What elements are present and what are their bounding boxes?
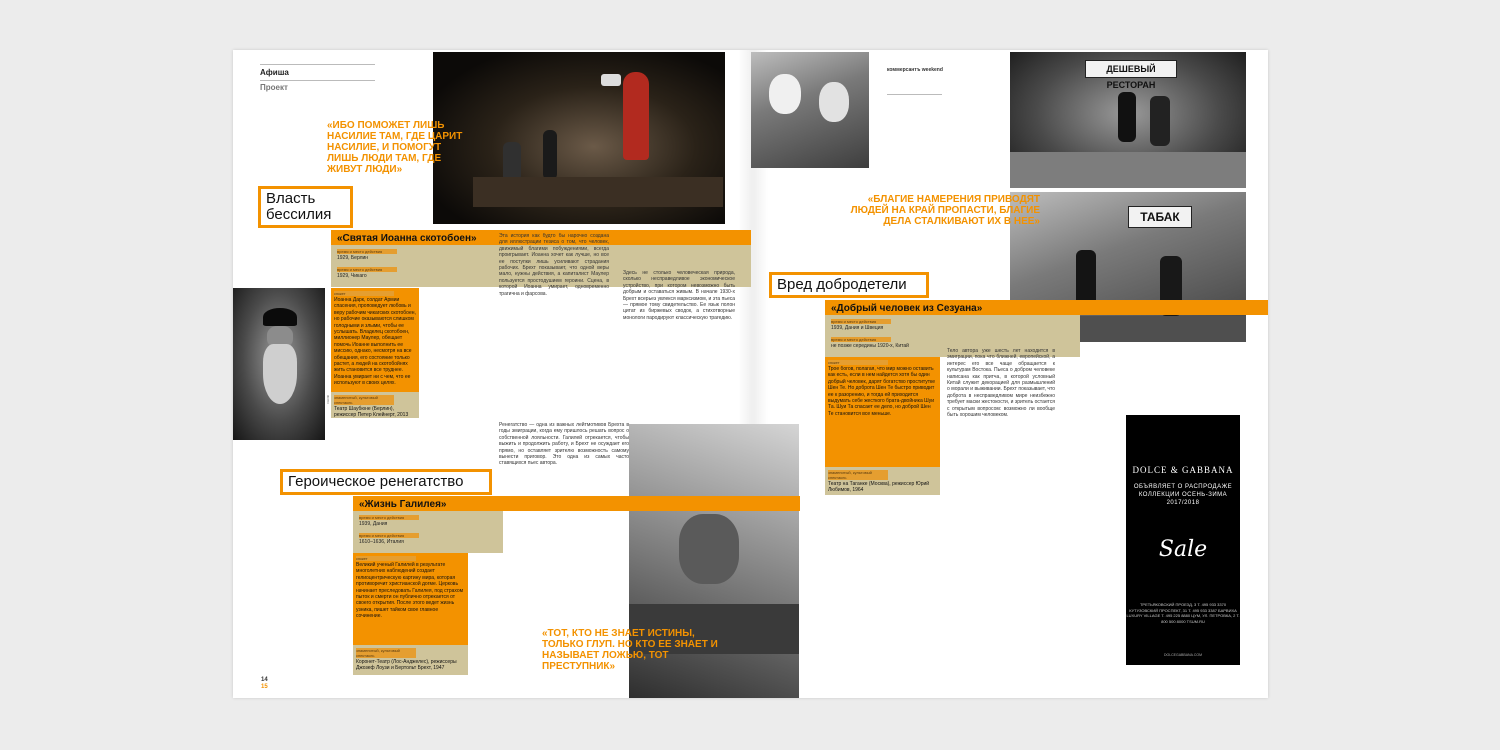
staging-block-2 <box>353 645 468 675</box>
photo-bearded-man <box>233 288 325 440</box>
header-rule <box>887 94 942 95</box>
meta-value: 1939, Дания и Швеция <box>831 325 884 331</box>
meta-label: сюжет <box>828 360 888 365</box>
staging-label <box>334 395 416 405</box>
section-title-3: Вред добродетели <box>769 272 929 298</box>
meta-label: сюжет <box>334 291 394 296</box>
stage-photo-joan <box>433 52 725 224</box>
pull-quote: «БЛАГИЕ НАМЕРЕНИЯ ПРИВОДЯТ ЛЮДЕЙ НА КРАЙ ПРОПАСТИ, БЛАГИЕ ДЕЛА СТАЛКИВАЮТ ИХ В НЕЕ» <box>850 194 1040 227</box>
actor-figure <box>679 514 739 584</box>
subsection-label: Проект <box>260 83 288 92</box>
face <box>769 74 801 114</box>
section-title-2: Героическое ренегатство <box>280 469 492 495</box>
plot-label <box>356 556 465 561</box>
stage-floor <box>1010 152 1246 188</box>
magazine-spread <box>233 50 1268 698</box>
ad-addresses: ТРЕТЬЯКОВСКИЙ ПРОЕЗД, 3 Т. 495 933 3370 КУТУЗОВСКИЙ ПРОСПЕКТ, 31 Т. 495 933 3387 БАРВИХА LUXURY VILLAGE Т. 495 225 8880 ЦУМ, УЛ. ПЕТРОВКА, 2 Т. 800 500 8000 TSUM.RU <box>1126 602 1240 624</box>
photo-restaurant-scene <box>1010 52 1246 188</box>
page-number-left: 14 <box>261 677 268 683</box>
actor-figure <box>543 130 557 180</box>
staging-text: Театр на Таганке (Москва), режиссер Юрий Любимов, 1964 <box>828 481 930 494</box>
meta-label: время и место действия <box>337 267 397 272</box>
actor-figure <box>1118 92 1136 142</box>
meta-label: знаменитый, культовый спектакль <box>334 395 394 405</box>
plot-label <box>334 291 416 296</box>
meta-value: 1929, Чикаго <box>337 273 367 279</box>
staging-text: Театр Шаубюне (Берлин), режиссер Петер Клейнерт, 2013 <box>334 406 409 419</box>
meta-block <box>831 319 891 332</box>
stage-floor <box>473 177 723 207</box>
plot-text: Трое богов, полагая, что мир можно оставить как есть, если в нем найдется хотя бы один добрый человек, дарят богатство проститутке Шен Те. Но доброта Шен Те быстро приводит ее к разорению, и тогда ей приходится выдумать себе жесткого брата-двойника Шуи Та. Шуи Та спасает ее дело, но доброй Шен Те становится все меньше. <box>828 366 936 417</box>
ad-brand: DOLCE & GABBANA <box>1132 465 1234 475</box>
beard <box>263 344 297 404</box>
body-column-2: Здесь не столько человеческая природа, сколько несправедливое экономическое устройство, при котором невозможно быть добрым и оставаться живым. В начале 1930-х Брехт всерьез увлекся марксизмом, и эта пьеса — прямое тому свидетельство. Ее язык полон цитат из биржевых сводок, а стихотворные монологи пародируют классическую трагедию. <box>623 270 735 321</box>
actor-figure <box>503 142 521 182</box>
ad-dolce-gabbana[interactable] <box>1126 415 1240 665</box>
meta-label: сюжет <box>356 556 416 561</box>
staging-label <box>356 648 465 658</box>
meta-value: не позже середины 1920-х, Китай <box>831 343 909 349</box>
meta-label: знаменитый, культовый спектакль <box>828 470 888 480</box>
sign-tobacco: ТАБАК <box>1128 206 1192 228</box>
ad-announcement: ОБЪЯВЛЯЕТ О РАСПРОДАЖЕ КОЛЛЕКЦИИ ОСЕНЬ-ЗИМА 2017/2018 <box>1133 484 1233 506</box>
staging-block-3 <box>825 467 940 495</box>
meta-label: время и место действия <box>359 515 419 520</box>
play-title-3: «Добрый человек из Сезуана» <box>831 303 983 314</box>
face <box>819 82 849 122</box>
meta-value: 1610–1636, Италия <box>359 539 404 545</box>
pull-quote: «ТОТ, КТО НЕ ЗНАЕТ ИСТИНЫ, ТОЛЬКО ГЛУП. НО КТО ЕЕ ЗНАЕТ И НАЗЫВАЕТ ЛОЖЬЮ, ТОТ ПРЕСТУПНИК» <box>542 628 718 672</box>
staging-label <box>828 470 937 480</box>
meta-label: время и место действия <box>337 249 397 254</box>
actor-figure <box>1076 250 1096 306</box>
photo-bw-couple <box>751 52 869 168</box>
plot-block-1 <box>331 288 419 392</box>
staging-text: Коронет-Театр (Лос-Анджелес), режиссеры Джозеф Лоузи и Бертольт Брехт, 1947 <box>356 659 457 672</box>
sign-restaurant: ДЕШЕВЫЙ РЕСТОРАН <box>1085 60 1177 78</box>
meta-label: знаменитый, культовый спектакль <box>356 648 416 658</box>
meta-block <box>831 337 909 350</box>
section-title-1: Власть бессилия <box>258 186 353 228</box>
header-rule <box>260 80 375 81</box>
pull-quote: «ИБО ПОМОЖЕТ ЛИШЬ НАСИЛИЕ ТАМ, ГДЕ ЦАРИТ НАСИЛИЕ, И ПОМОГУТ ЛИШЬ ЛЮДИ ТАМ, ГДЕ ЖИВУТ ЛЮДИ» <box>327 120 463 175</box>
meta-label: время и место действия <box>831 319 891 324</box>
play-title-1: «Святая Иоанна скотобоен» <box>337 233 477 244</box>
page-number-right: 15 <box>261 684 268 690</box>
section-label: Афиша <box>260 68 289 77</box>
meta-value: 1929, Берлин <box>337 255 369 261</box>
header-rule <box>260 64 375 65</box>
meta-label: время и место действия <box>831 337 891 342</box>
photo-credit: ФОТО <box>326 395 330 404</box>
ad-sale: Sale <box>1158 537 1208 562</box>
meta-block <box>337 249 397 262</box>
plot-block-3 <box>825 357 940 467</box>
megaphone <box>601 74 621 86</box>
meta-block <box>337 267 397 280</box>
body-column-4: Тело автора уже шесть лет находится в эмиграции, пока что ближней, европейской, а интерес его все чаще обращается к культурам Востока. Пьеса о добром человеке написана как притча, в которой условный Китай служит декорацией для размышлений о морали и выживании. Брехт показывает, что доброта в несправедливом мире неизбежно требует маски жестокости, и зритель остается с открытым вопросом: возможно ли вообще быть хорошим человеком. <box>947 348 1055 419</box>
plot-block-2 <box>353 553 468 645</box>
staging-block-1 <box>331 392 419 418</box>
plot-label <box>828 360 937 365</box>
plot-text: Иоанна Дарк, солдат Армии спасения, проповедует любовь и веру рабочим чикагских скотобоен, но рабочие оказываются слишком голодными и злыми, чтобы ее услышать. Владелец скотобоен, миллионер Маулер, обещает помочь Иоанне выполнить ее миссию, однако, несмотря на все обещания, его состояние только растет, а людей на скотобойнях жить становится все труднее. Иоанна умирает ни с чем, что ее используют в своих целях. <box>334 297 416 387</box>
body-column-3: Ренегатство — одна из важных лейтмотивов Брехта в годы эмиграции, когда ему пришлось решать вопрос о собственной лояльности. Галилей отрекается, чтобы выжить и продолжить работу, и Брехт не осуждает его прямо, но оставляет зрителю возможность самому вынести приговор. Это одна из самых часто ставящихся пьес автора. <box>499 422 629 467</box>
meta-block <box>359 515 419 528</box>
meta-block <box>359 533 419 546</box>
play-title-2: «Жизнь Галилея» <box>359 499 447 510</box>
ad-footer: DOLCEGABBANA.COM <box>1163 653 1203 657</box>
body-column-1: Эта история как будто бы нарочно создана для иллюстрации тезиса о том, что человек, движимый благими побуждениями, всегда проигрывает. Иоанна хочет как лучше, но все ее поступки лишь усиливают страдания рабочих. Брехт показывает, что одной веры мало, нужны действия, а капиталист Маулер пользуется простодушием героини. Сцена, в которой Иоанна умирает, одновременно трагична и фарсова. <box>499 233 609 297</box>
meta-value: 1939, Дания <box>359 521 388 527</box>
actor-figure <box>1150 96 1170 146</box>
meta-label: время и место действия <box>359 533 419 538</box>
magazine-label: коммерсантъ weekend <box>887 67 943 73</box>
hat <box>263 308 297 326</box>
plot-text: Великий ученый Галилей в результате многолетних наблюдений создает гелиоцентрическую картину мира, которая противоречит христианской догме. Церковь начинает преследовать Галилея, под страхом пыток и смерти он публично отрекается от своего открытия. После этого ведет жизнь узника, пишет тайком свое главное сочинение. <box>356 562 464 620</box>
actor-figure <box>623 72 649 160</box>
